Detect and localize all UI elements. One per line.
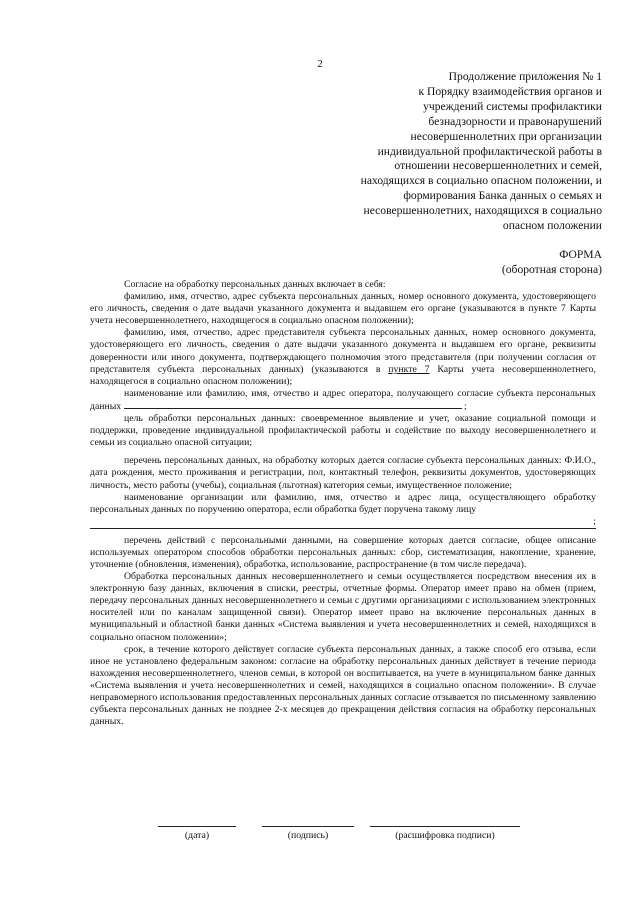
data-list-paragraph: перечень персональных данных, на обработку которых дается согласие субъекта персональных данных: Ф.И.О., дата рождения, место проживания и регистрации, пол, контактный телефон, реквизиты документов, удостоверяющих личность, место работы (учебы), социальная (льготная) категория семьи, имущественное положение; xyxy=(90,455,596,491)
actions-paragraph: перечень действий с персональными данными, на совершение которых дается согласие, общее описание используемых оператором способов обработки персональных данных: сбор, систематизация, накопление, хранение, уточнение (обновления, изменения), обработка, использование, распространение (в том числе передача). xyxy=(90,534,596,570)
form-title: ФОРМА xyxy=(559,248,602,261)
operator-paragraph xyxy=(90,388,596,413)
heading-line: находящихся в социально опасном положении, и xyxy=(360,174,602,188)
heading-line: формирования Банка данных о семьях и xyxy=(403,189,602,203)
date-label: (дата) xyxy=(184,830,210,841)
heading-line: несовершеннолетних при организации xyxy=(410,129,602,143)
clause-7-link[interactable]: пункте 7 xyxy=(388,363,430,375)
decode-label: (расшифровка подписи) xyxy=(395,830,495,841)
operator-blank-line[interactable] xyxy=(124,400,462,409)
intro-paragraph: Согласие на обработку персональных данных включает в себя: xyxy=(124,279,386,290)
paragraph-text: Карты учета несовершеннолетнего, находящегося в социально опасном положении); xyxy=(90,363,596,387)
appendix-heading xyxy=(272,70,602,234)
heading-line: опасном положении xyxy=(502,219,602,233)
heading-line: несовершеннолетних, находящихся в социально xyxy=(363,204,602,218)
term-paragraph: срок, в течение которого действует согласие субъекта персональных данных, а также способ его отзыва, если иное не установлено федеральным законом: согласие на обработку персональных данных действует в течение периода нахождения несовершеннолетнего, членов семьи, в которой он воспитывается, на учете в муниципальном банке данных «Система выявления и учета несовершеннолетних и семей, находящихся в социально опасном положении». В случае неправомерного использования предоставленных персональных данных согласие отзывается по письменному заявлению субъекта персональных данных не позднее 2-х месяцев до прекращения действия согласия на обработку персональных данных. xyxy=(90,643,596,728)
processing-paragraph: Обработка персональных данных несовершеннолетнего и семьи осуществляется посредством внесения их в электронную базу данных, включения в списки, реестры, отчетные формы. Оператор имеет право на обмен (прием, передачу персональных данных несовершеннолетнего и семьи с другими организациями с использованием электронных носителей или по каналам защищенной связи). Оператор имеет право на включение персональных данных в муниципальный и областной банки данных «Система выявления и учета несовершеннолетних и семей, находящихся в социально опасном положении»; xyxy=(90,571,596,643)
heading-line: Продолжение приложения № 1 xyxy=(448,70,602,83)
heading-line: учреждений системы профилактики xyxy=(423,99,602,113)
heading-line: отношении несовершеннолетних и семей, xyxy=(394,159,602,173)
heading-line: безнадзорности и правонарушений xyxy=(428,114,602,128)
paragraph-text: наименование или фамилию, имя, отчество и адрес оператора, получающего согласие субъекта персональных данных xyxy=(90,387,596,412)
decode-field[interactable] xyxy=(370,826,520,841)
representative-data-paragraph xyxy=(90,327,596,387)
page-number: 2 xyxy=(317,58,323,70)
signature-block xyxy=(158,826,538,856)
date-field[interactable] xyxy=(158,826,236,841)
processor-blank-line[interactable] xyxy=(90,516,596,529)
paragraph-end: ; xyxy=(593,515,596,527)
processor-paragraph: наименование организации или фамилию, имя, отчество и адрес лица, осуществляющего обработку персональных данных по поручению оператора, если обработка будет поручена такому лицу xyxy=(90,491,596,515)
heading-line: к Порядку взаимодействия органов и xyxy=(418,84,602,98)
signature-label: (подпись) xyxy=(287,830,329,841)
signature-field[interactable] xyxy=(262,826,354,841)
paragraph-text: фамилию, имя, отчество, адрес представителя субъекта персональных данных, номер основного документа, удостоверяющего его личность, сведения о дате выдачи указанного документа и выдавшем его органе, реквизиты доверенности или иного документа, подтверждающего полномочия этого представителя (при получении согласия от представителя субъекта персональных данных) (указываются в xyxy=(90,327,596,375)
form-subtitle: (оборотная сторона) xyxy=(501,262,602,276)
heading-line: индивидуальной профилактической работы в xyxy=(377,144,602,158)
purpose-paragraph: цель обработки персональных данных: своевременное выявление и учет, оказание социальной помощи и поддержки, проведение индивидуальной профилактической работы и содействие по выходу несовершеннолетнего и семьи из социально опасной ситуации; xyxy=(90,413,596,449)
paragraph-end: ; xyxy=(464,400,467,412)
subject-data-paragraph: фамилию, имя, отчество, адрес субъекта персональных данных, номер основного документа, удостоверяющего его личность, сведения о дате выдачи указанного документа и выдавшем его органе (указываются в пункте 7 Карты учета несовершеннолетнего, находящегося в социально опасном положении); xyxy=(90,291,596,327)
form-title-block xyxy=(502,248,602,277)
consent-content xyxy=(90,279,596,728)
